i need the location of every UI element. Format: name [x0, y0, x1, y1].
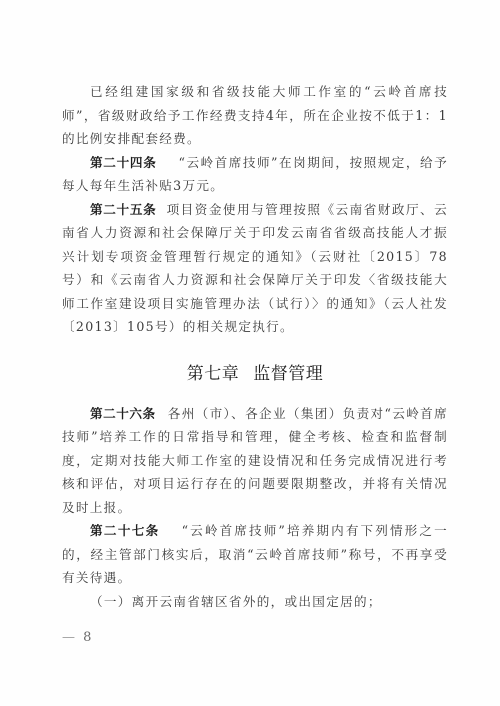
article-27-item-1 [62, 590, 448, 614]
article-24 [62, 151, 448, 198]
article-24-label: 第二十四条 [90, 154, 157, 170]
page-content [62, 80, 448, 613]
article-26 [62, 402, 448, 520]
article-27-text: “云岭首席技师”培养期内有下列情形之一的，经主管部门核实后，取消“云岭首席技师”称号，不再享受有关待遇。 [62, 523, 449, 585]
chapter-number: 第七章 [186, 363, 240, 384]
paragraph-funding [62, 80, 448, 151]
chapter-title: 监督管理 [253, 363, 324, 384]
article-27-item-1-text: （一）离开云南省辖区省外的，或出国定居的； [90, 593, 382, 609]
chapter-heading [62, 359, 448, 384]
page-number-value: 8 [83, 630, 94, 645]
article-27 [62, 519, 448, 590]
paragraph-funding-text: 已经组建国家级和省级技能大师工作室的“云岭首席技师”，省级财政给予工作经费支持4年，所在企业按不低于1：1的比例安排配套经费。 [62, 84, 448, 146]
article-25-label: 第二十五条 [90, 201, 157, 217]
page-number [62, 630, 93, 645]
article-25 [62, 198, 448, 339]
article-27-label: 第二十七条 [90, 523, 160, 538]
article-26-text: 各州（市）、各企业（集团）负责对“云岭首席技师”培养工作的日常指导和管理，健全考核、检查和监督制度，定期对技能大师工作室的建设情况和任务完成情况进行考核和评估，对项目运行存在的问题要限期整改，并将有关情况及时上报。 [62, 405, 448, 515]
page-number-dash: — [62, 630, 84, 645]
article-25-text: 项目资金使用与管理按照《云南省财政厅、云南省人力资源和社会保障厅关于印发云南省省级高技能人才振兴计划专项资金管理暂行规定的通知》（云财社〔2015〕78号）和《云南省人力资源和社会保障厅关于印发〈省级技能大师工作室建设项目实施管理办法（试行）〉的通知》（云人社发〔2013〕105号）的相关规定执行。 [62, 201, 449, 334]
article-26-label: 第二十六条 [90, 405, 156, 421]
article-24-text: “云岭首席技师”在岗期间，按照规定，给予每人每年生活补贴3万元。 [62, 154, 449, 193]
